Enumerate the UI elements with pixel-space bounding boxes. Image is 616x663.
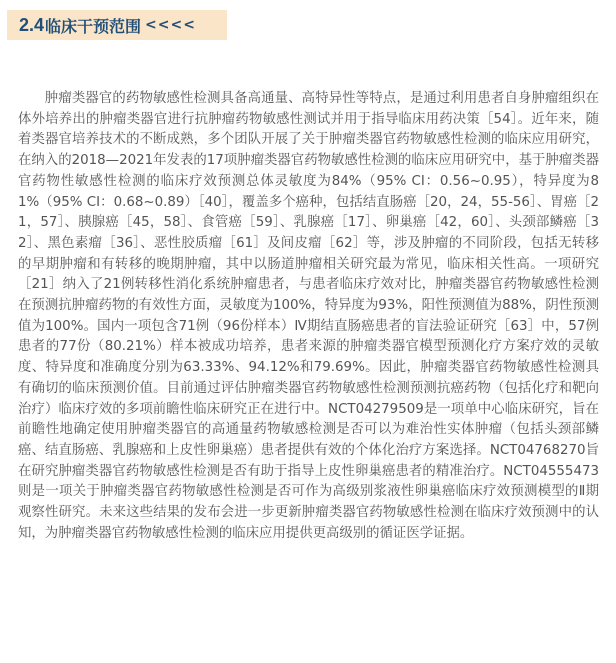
section-title: 临床干预范围 [45, 16, 142, 36]
section-header [7, 10, 227, 40]
section-number: 2.4 [19, 14, 45, 35]
body-paragraph: 肿瘤类器官的药物敏感性检测具备高通量、高特异性等特点，是通过利用患者自身肿瘤组织在体外培养出的肿瘤类器官进行抗肿瘤药物敏感性测试并用于指导临床用药决策［54］。近年来，随着类器官培养技术的不断成熟，多个团队开展了关于肿瘤类器官药物敏感性检测的临床应用研究，在纳入的2018—2021年发表的17项肿瘤类器官药物敏感性检测的临床应用研究中，基于肿瘤类器官药物性敏感性检测的临床疗效预测总体灵敏度为84%（95% CI：0.56~0.95），特异度为81%（95% CI：0.68~0.89）［40］，覆盖多个癌种，包括结直肠癌［20，24，55-56］、胃癌［21，57］、胰腺癌［45，58］、食管癌［59］、乳腺癌［17］、卵巢癌［42，60］、头颈部鳞癌［32］、黑色素瘤［36］、恶性胶质瘤［61］及间皮瘤［62］等，涉及肿瘤的不同阶段，包括无转移的早期肿瘤和有转移的晚期肿瘤，其中以肠道肿瘤相关研究最为常见，临床相关性高。一项研究［21］纳入了21例转移性消化系统肿瘤患者，与患者临床疗效对比，肿瘤类器官药物敏感性检测在预测抗肿瘤药物的有效性方面，灵敏度为100%，特异度为93%，阳性预测值为88%，阴性预测值为100%。国内一项包含71例（96份样本）Ⅳ期结直肠癌患者的盲法验证研究［63］中，57例患者的77份（80.21%）样本被成功培养，患者来源的肿瘤类器官模型预测化疗方案疗效的灵敏度、特异度和准确度分别为63.33%、94.12%和79.69%。因此，肿瘤类器官药物敏感性检测具有确切的临床预测价值。目前通过评估肿瘤类器官药物敏感性检测预测抗癌药物（包括化疗和靶向治疗）临床疗效的多项前瞻性临床研究正在进行中。NCT04279509是一项单中心临床研究，旨在前瞻性地确定使用肿瘤类器官的高通量药物敏感检测是否可以为难治性实体肿瘤（包括头颈部鳞癌、结直肠癌、乳腺癌和上皮性卵巢癌）患者提供有效的个体化治疗方案选择。NCT04768270旨在研究肿瘤类器官药物敏感性检测是否有助于指导上皮性卵巢癌患者的精准治疗。NCT04555473则是一项关于肿瘤类器官药物敏感性检测是否可作为高级别浆液性卵巢癌临床疗效预测模型的Ⅱ期观察性研究。未来这些结果的发布会进一步更新肿瘤类器官药物敏感性检测在临床疗效预测中的认知，为肿瘤类器官药物敏感性检测的临床应用提供更高级别的循证医学证据。 [18, 91, 599, 541]
section-arrows-decoration: <<<< [145, 17, 196, 33]
